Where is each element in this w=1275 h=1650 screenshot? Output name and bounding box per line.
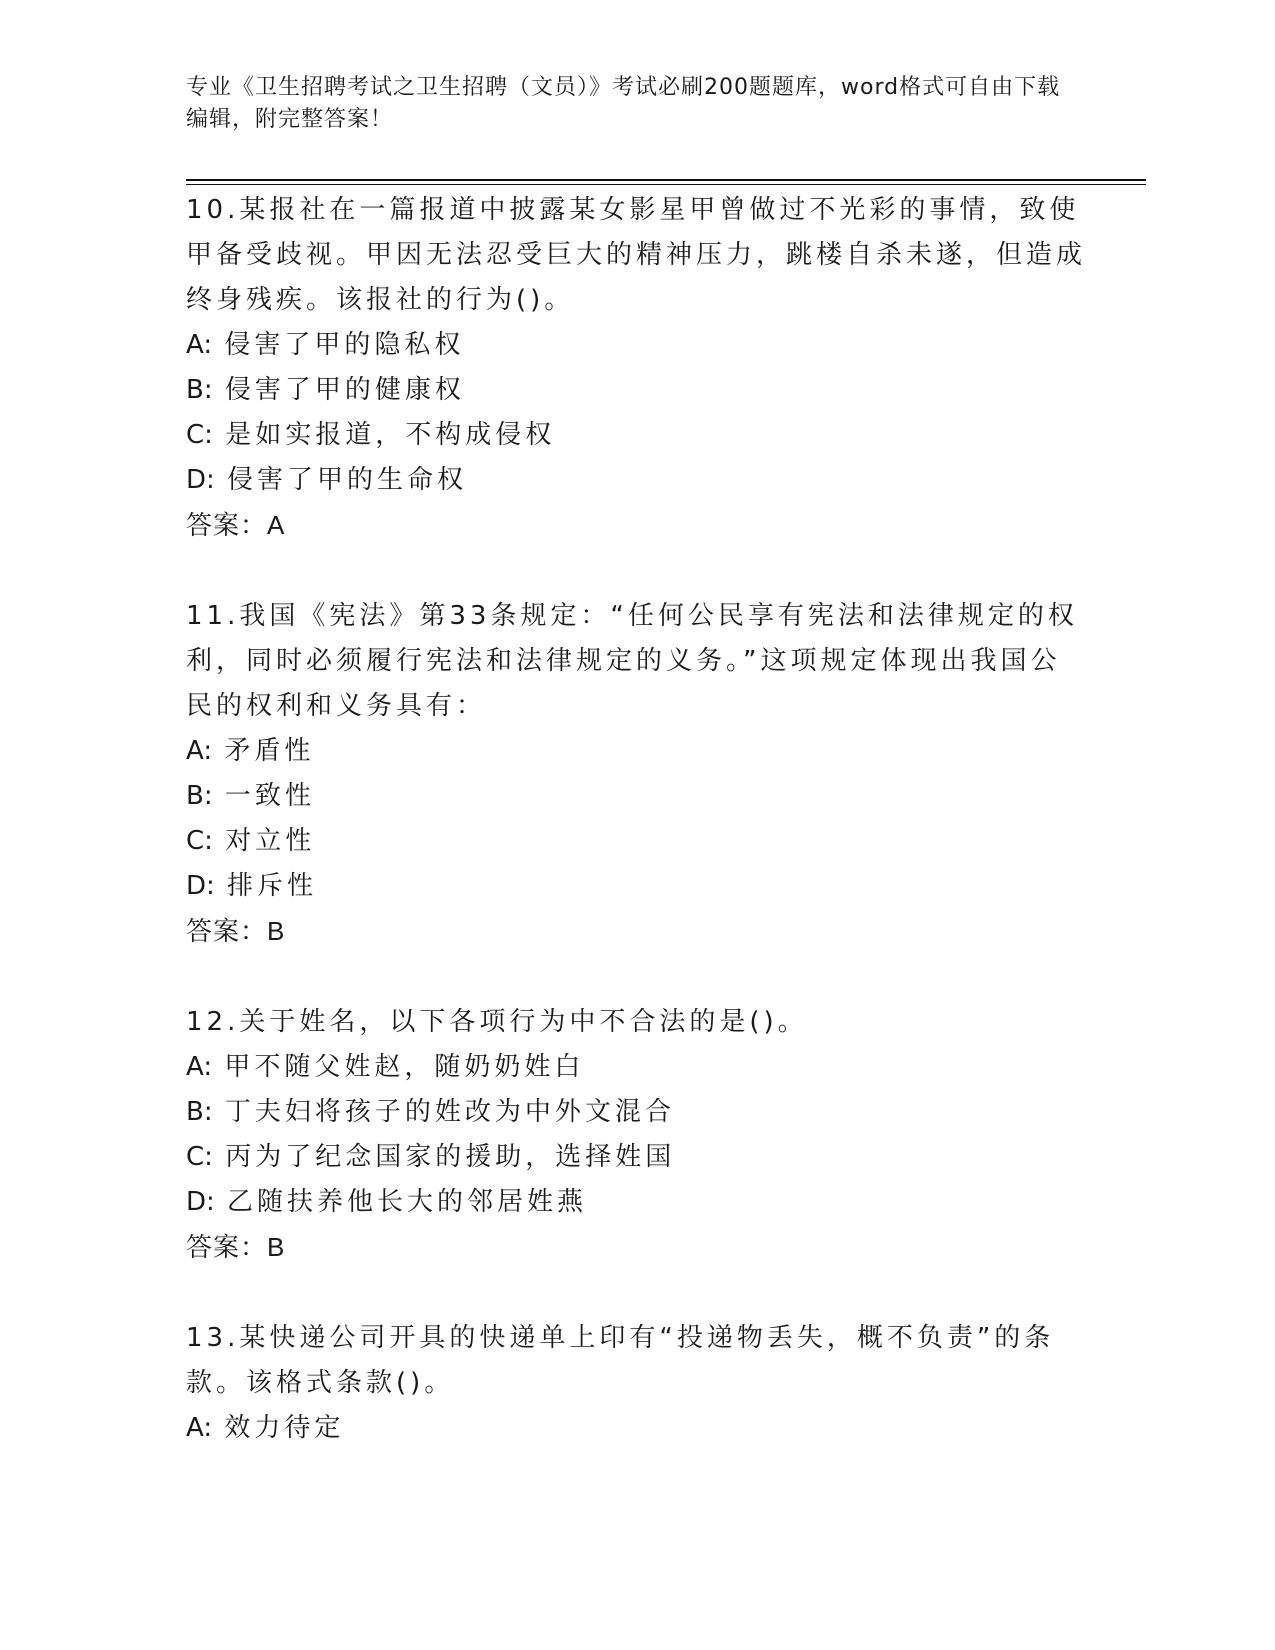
header-divider-thick [186,179,1146,181]
option-letter: D: [186,871,215,901]
option-text: 排斥性 [227,871,318,901]
option-c [186,1135,1086,1180]
option-text: 侵害了甲的隐私权 [224,330,465,360]
option-b [186,1090,1086,1135]
option-letter: C: [186,420,213,450]
option-text: 丙为了纪念国家的援助，选择姓国 [225,1142,676,1172]
question-13 [186,1316,1086,1451]
answer-line: 答案：B [186,1232,286,1262]
option-a [186,323,1086,368]
question-10 [186,188,1086,548]
option-c [186,819,1086,864]
option-text: 矛盾性 [224,736,315,766]
option-text: 对立性 [225,826,316,856]
option-letter: A: [186,1052,213,1082]
option-d [186,458,1086,503]
option-a [186,1406,1086,1451]
question-stem: 11.我国《宪法》第33条规定：“任何公民享有宪法和法律规定的权利，同时必须履行宪法和法律规定的义务。”这项规定体现出我国公民的权利和义务具有： [186,601,1078,721]
option-d [186,864,1086,909]
option-text: 效力待定 [224,1413,345,1443]
question-12 [186,1000,1086,1270]
option-text: 甲不随父姓赵，随奶奶姓白 [224,1052,585,1082]
question-stem: 10.某报社在一篇报道中披露某女影星甲曾做过不光彩的事情，致使甲备受歧视。甲因无法忍受巨大的精神压力，跳楼自杀未遂，但造成终身残疾。该报社的行为()。 [186,195,1087,315]
option-letter: D: [186,465,215,495]
question-list [186,188,1086,1451]
option-text: 乙随扶养他长大的邻居姓燕 [227,1187,588,1217]
option-letter: D: [186,1187,215,1217]
document-header [186,72,1066,136]
option-b [186,368,1086,413]
option-letter: C: [186,1142,213,1172]
option-a [186,1045,1086,1090]
question-stem: 12.关于姓名，以下各项行为中不合法的是()。 [186,1007,808,1037]
option-b [186,774,1086,819]
option-text: 侵害了甲的生命权 [227,465,468,495]
option-letter: B: [186,781,213,811]
option-text: 侵害了甲的健康权 [224,375,465,405]
option-text: 是如实报道，不构成侵权 [225,420,556,450]
option-text: 丁夫妇将孩子的姓改为中外文混合 [224,1097,675,1127]
header-divider-thin [186,184,1146,185]
option-d [186,1180,1086,1225]
option-letter: A: [186,1413,213,1443]
option-letter: A: [186,330,213,360]
question-stem: 13.某快递公司开具的快递单上印有“投递物丢失，概不负责”的条款。该格式条款()。 [186,1323,1055,1398]
option-letter: C: [186,826,213,856]
option-text: 一致性 [224,781,315,811]
option-a [186,729,1086,774]
option-letter: A: [186,736,213,766]
header-title: 专业《卫生招聘考试之卫生招聘（文员）》考试必刷200题题库，word格式可自由下载编辑，附完整答案！ [186,75,1061,132]
answer-line: 答案：B [186,916,286,946]
option-letter: B: [186,375,213,405]
option-letter: B: [186,1097,213,1127]
option-c [186,413,1086,458]
answer-line: 答案：A [186,510,286,540]
question-11 [186,594,1086,954]
